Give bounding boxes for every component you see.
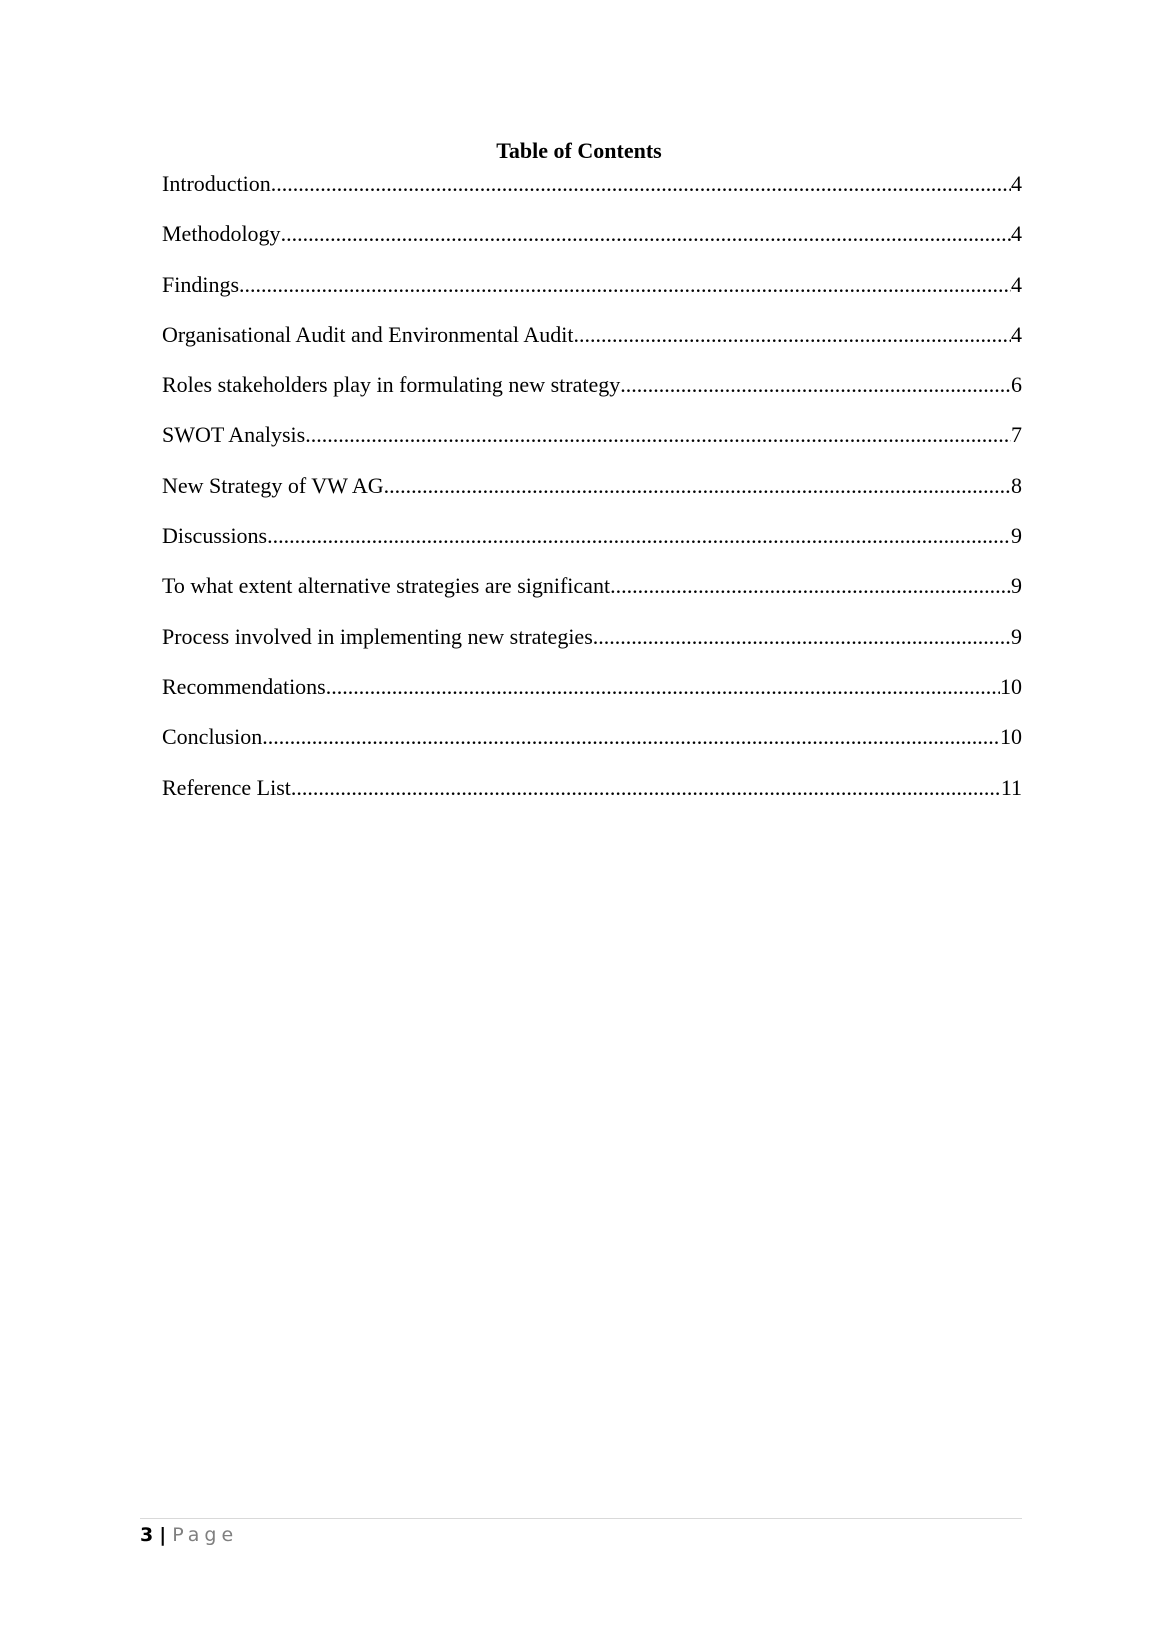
dot-leader [271, 170, 1011, 198]
dot-leader [305, 421, 1011, 449]
page-footer [140, 1522, 238, 1548]
toc-entry-page: 8 [1011, 472, 1022, 498]
toc-entry-page: 9 [1011, 523, 1022, 549]
dot-leader [384, 472, 1011, 500]
toc-entry-page: 7 [1011, 422, 1022, 448]
toc-entry-recommendations[interactable] [162, 673, 1022, 723]
toc-entry-label: Reference List [162, 774, 291, 800]
dot-leader [620, 371, 1011, 399]
toc-entry-implementation-process[interactable] [162, 623, 1022, 673]
toc-entry-new-strategy[interactable] [162, 472, 1022, 522]
toc-entry-page: 9 [1011, 573, 1022, 599]
dot-leader [326, 673, 1000, 701]
toc-list [162, 170, 1022, 824]
toc-entry-page: 4 [1011, 171, 1022, 196]
footer-page-number: 3 [140, 1524, 154, 1546]
toc-entry-findings[interactable] [162, 271, 1022, 321]
footer-divider [140, 1518, 1022, 1519]
toc-entry-label: Roles stakeholders play in formulating new strategy [162, 372, 621, 398]
toc-entry-reference-list[interactable] [162, 774, 1022, 824]
toc-entry-conclusion[interactable] [162, 723, 1022, 773]
dot-leader [262, 723, 1000, 751]
dot-leader [239, 271, 1011, 299]
toc-entry-page: 6 [1011, 372, 1022, 398]
toc-entry-page: 10 [1000, 673, 1022, 699]
dot-leader [291, 774, 1001, 802]
toc-entry-page: 4 [1011, 321, 1022, 347]
toc-title: Table of Contents [496, 138, 662, 163]
footer-page-word: Page [172, 1524, 239, 1546]
toc-entry-alternative-strategies[interactable] [162, 572, 1022, 622]
toc-entry-stakeholder-roles[interactable] [162, 371, 1022, 421]
toc-entry-introduction[interactable] [162, 170, 1022, 220]
dot-leader [281, 220, 1011, 248]
toc-entry-label: Organisational Audit and Environmental Audit [162, 321, 574, 347]
toc-entry-label: To what extent alternative strategies are significant [162, 573, 611, 599]
toc-entry-label: Introduction [162, 171, 271, 196]
dot-leader [593, 623, 1011, 651]
footer-separator: | [159, 1524, 167, 1546]
toc-entry-label: Methodology [162, 221, 281, 247]
toc-entry-discussions[interactable] [162, 522, 1022, 572]
toc-entry-page: 10 [1000, 724, 1022, 750]
toc-entry-page: 11 [1000, 774, 1022, 800]
toc-entry-methodology[interactable] [162, 220, 1022, 270]
dot-leader [267, 522, 1011, 550]
toc-entry-label: Findings [162, 271, 240, 297]
toc-entry-organisational-audit[interactable] [162, 321, 1022, 371]
toc-entry-label: Recommendations [162, 673, 326, 699]
toc-entry-label: Process involved in implementing new strategies [162, 623, 593, 649]
toc-entry-page: 4 [1011, 221, 1022, 247]
toc-entry-page: 9 [1011, 623, 1022, 649]
toc-entry-page: 4 [1011, 271, 1022, 297]
dot-leader [610, 572, 1011, 600]
toc-entry-label: Discussions [162, 523, 268, 549]
toc-entry-swot-analysis[interactable] [162, 421, 1022, 471]
dot-leader [573, 321, 1011, 349]
toc-entry-label: New Strategy of VW AG [162, 472, 384, 498]
toc-entry-label: Conclusion [162, 724, 263, 750]
toc-entry-label: SWOT Analysis [162, 422, 306, 448]
